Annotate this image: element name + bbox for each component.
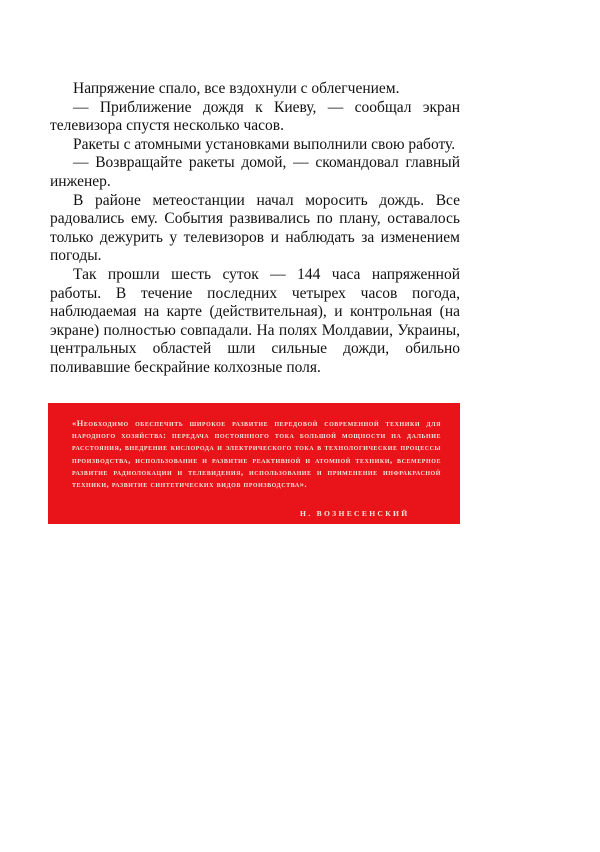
paragraph: — Возвращайте ракеты домой, — скомандовал главный инженер. <box>50 154 460 190</box>
paragraph: Ракеты с атомными установками выполнили свою работу. <box>73 135 456 153</box>
quote-text: «Необходимо обеспечить широкое развитие передовой современной техники для народного хозяйства: передача постоянного тока большой мощности на дальние расстояния, внедрение кислорода и электрического тока в технологические процессы производства, использование и развитие реактивной и атомной техники, всемерное развитие радиолокации и телевидения, использование и применение инфракрасной техники, развитие синтетических видов производства». <box>72 419 441 490</box>
paragraph: Так прошли шесть суток — 144 часа напряженной работы. В течение последних четырех часов погода, наблюдаемая на карте (действительная), и контрольная (на экране) полностью совпадали. На полях Молдавии, Украины, центральных областей шли сильные дожди, обильно поливавшие бескрайние колхозные поля. <box>50 265 460 376</box>
quote-box <box>48 403 460 524</box>
paragraph: Напряжение спало, все вздохнули с облегчением. <box>73 80 400 97</box>
paragraph: — Приближение дождя к Киеву, — сообщал экран телевизора спустя несколько часов. <box>50 98 460 135</box>
body-text <box>50 80 460 378</box>
paragraph: В районе метеостанции начал моросить дождь. Все радовались ему. События развивались по плану, оставалось только дежурить у телевизоров и наблюдать за изменением погоды. <box>50 191 460 265</box>
quote-author: Н. ВОЗНЕСЕНСКИЙ <box>300 509 410 518</box>
